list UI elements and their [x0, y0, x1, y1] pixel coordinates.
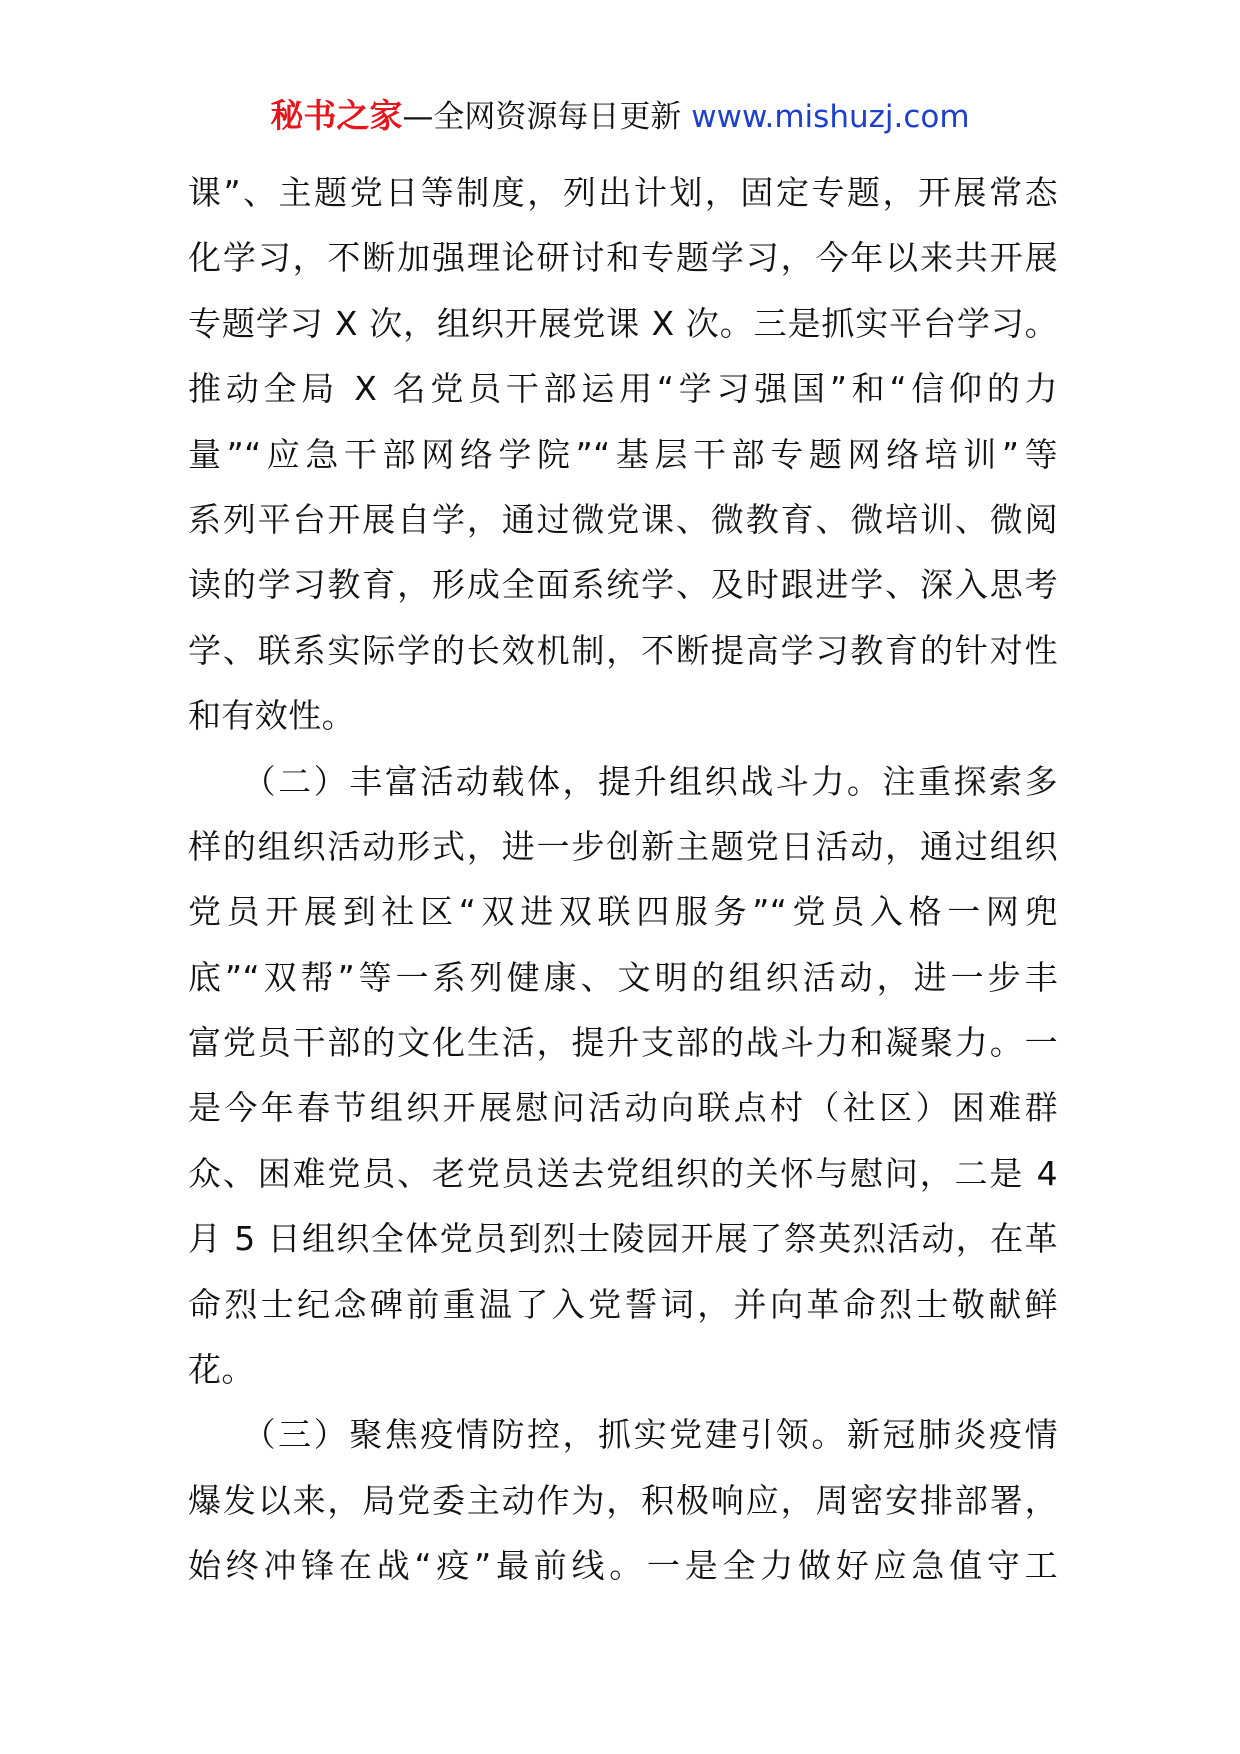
section-heading-line: （三）聚焦疫情防控，抓实党建引领。新冠肺炎疫情: [188, 1415, 1058, 1455]
document-body: [188, 160, 1058, 1599]
text-line: 推动全局 X 名党员干部运用“学习强国”和“信仰的力: [188, 369, 1058, 409]
text-line: 命烈士纪念碑前重温了入党誓词，并向革命烈士敬献鲜: [188, 1284, 1058, 1324]
section-heading-line: （二）丰富活动载体，提升组织战斗力。注重探索多: [188, 761, 1058, 801]
text-line: 学、联系实际学的长效机制，不断提高学习教育的针对性: [188, 630, 1058, 670]
text-line: 众、困难党员、老党员送去党组织的关怀与慰问，二是 4: [188, 1153, 1058, 1193]
text-line: 样的组织活动形式，进一步创新主题党日活动，通过组织: [188, 826, 1058, 866]
header-tagline: —全网资源每日更新: [402, 99, 692, 135]
page-header: [0, 96, 1240, 137]
text-line: 富党员干部的文化生活，提升支部的战斗力和凝聚力。一: [188, 1023, 1058, 1063]
text-line: 课”、主题党日等制度，列出计划，固定专题，开展常态: [188, 173, 1058, 212]
paragraph-end-line: 花。: [188, 1350, 255, 1390]
text-line: 专题学习 X 次，组织开展党课 X 次。三是抓实平台学习。: [188, 303, 1058, 343]
header-url-link[interactable]: www.mishuzj.com: [691, 99, 970, 135]
paragraph-end-line: 和有效性。: [188, 696, 355, 736]
text-line: 始终冲锋在战“疫”最前线。一是全力做好应急值守工: [188, 1546, 1058, 1586]
text-line: 党员开展到社区“双进双联四服务”“党员入格一网兜: [188, 892, 1058, 932]
text-line: 系列平台开展自学，通过微党课、微教育、微培训、微阅: [188, 499, 1058, 539]
text-line: 量”“应急干部网络学院”“基层干部专题网络培训”等: [188, 434, 1058, 474]
text-line: 爆发以来，局党委主动作为，积极响应，周密安排部署，: [188, 1480, 1058, 1520]
text-line: 化学习，不断加强理论研讨和专题学习，今年以来共开展: [188, 238, 1058, 278]
text-line: 底”“双帮”等一系列健康、文明的组织活动，进一步丰: [188, 957, 1058, 997]
text-line: 是今年春节组织开展慰问活动向联点村（社区）困难群: [188, 1088, 1058, 1128]
text-line: 月 5 日组织全体党员到烈士陵园开展了祭英烈活动，在革: [188, 1219, 1058, 1259]
text-line: 读的学习教育，形成全面系统学、及时跟进学、深入思考: [188, 565, 1058, 605]
header-brand: 秘书之家: [270, 96, 403, 135]
